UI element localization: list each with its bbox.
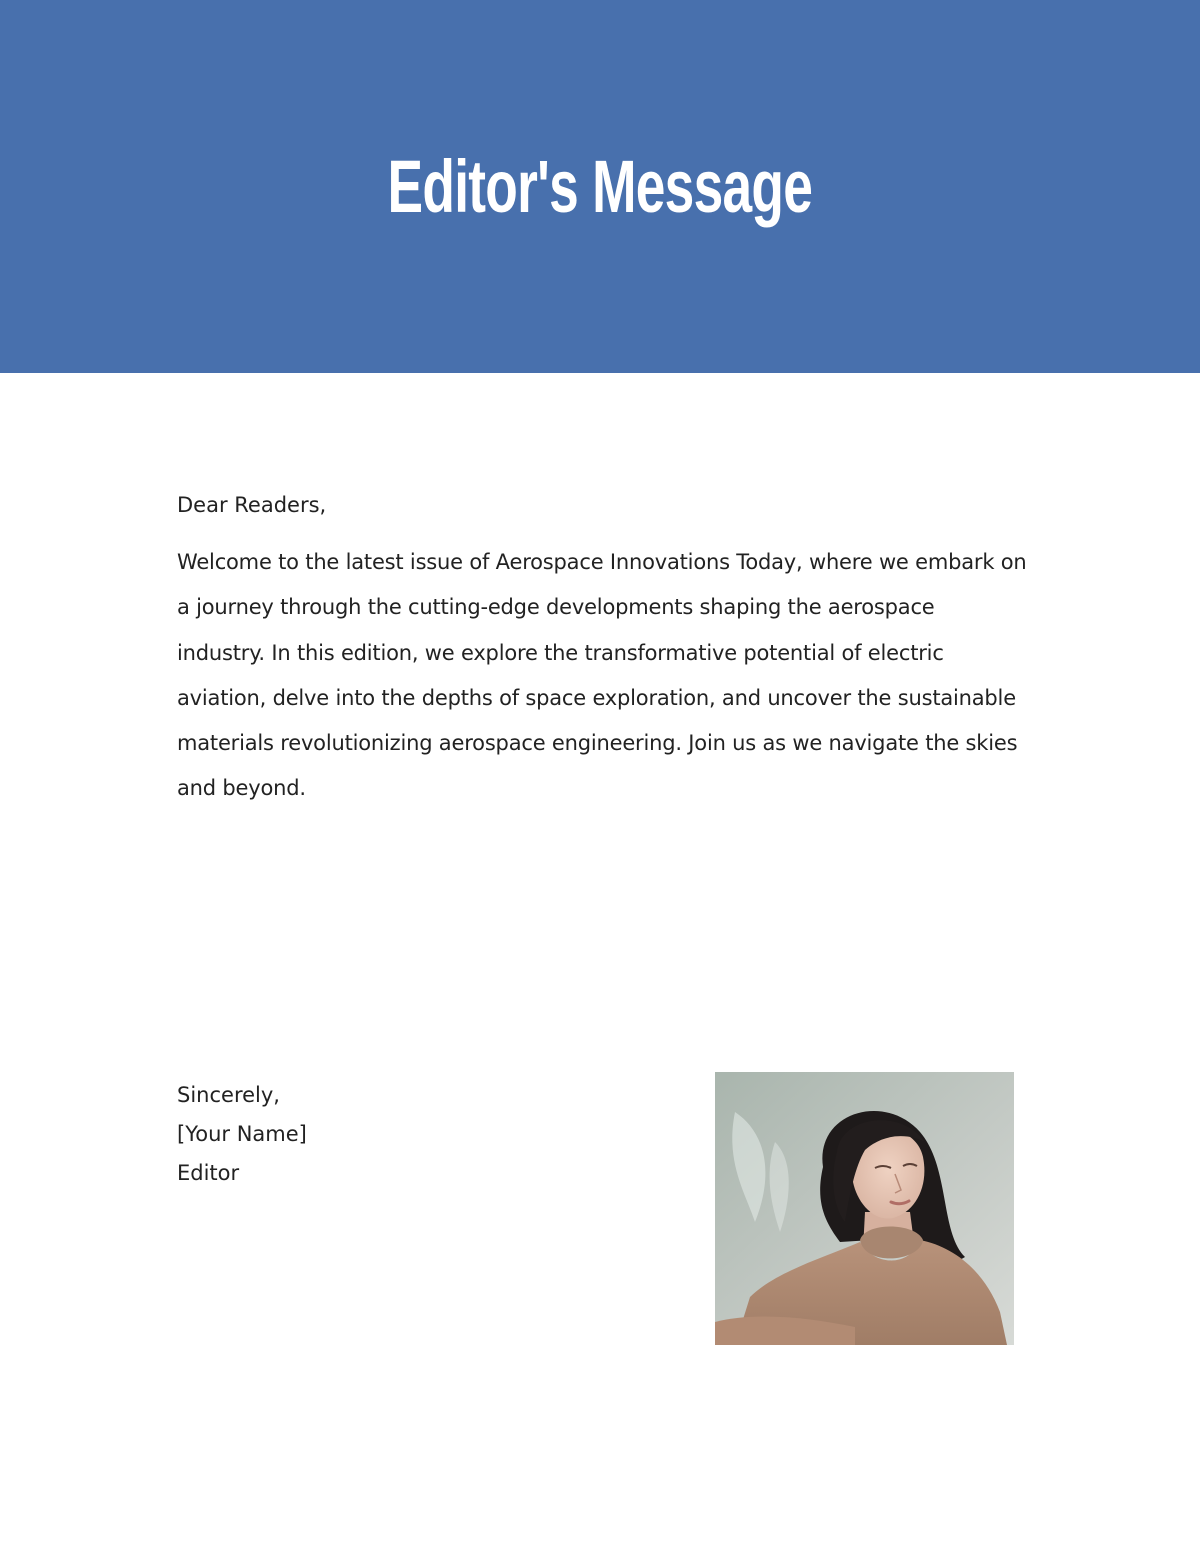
salutation: Dear Readers,: [177, 493, 327, 517]
editor-name: [Your Name]: [177, 1122, 307, 1146]
header-banner: [0, 0, 1200, 373]
letter-paragraph: Welcome to the latest issue of Aerospace Innovations Today, where we embark on a journey through the cutting-edge developments shaping the aerospace industry. In this edition, we explore the transformative potential of electric aviation, delve into the depths of space exploration, and uncover the sustainable materials revolutionizing aerospace engineering. Join us as we navigate the skies and beyond.: [177, 550, 1027, 801]
editor-portrait: [715, 1072, 1014, 1345]
page-title: Editor's Message: [387, 144, 813, 228]
closing-line: Sincerely,: [177, 1083, 280, 1107]
editor-role: Editor: [177, 1161, 240, 1185]
portrait-photo-icon: [715, 1072, 1014, 1345]
letter-body: [177, 490, 1027, 812]
signoff-block: [177, 1076, 307, 1193]
